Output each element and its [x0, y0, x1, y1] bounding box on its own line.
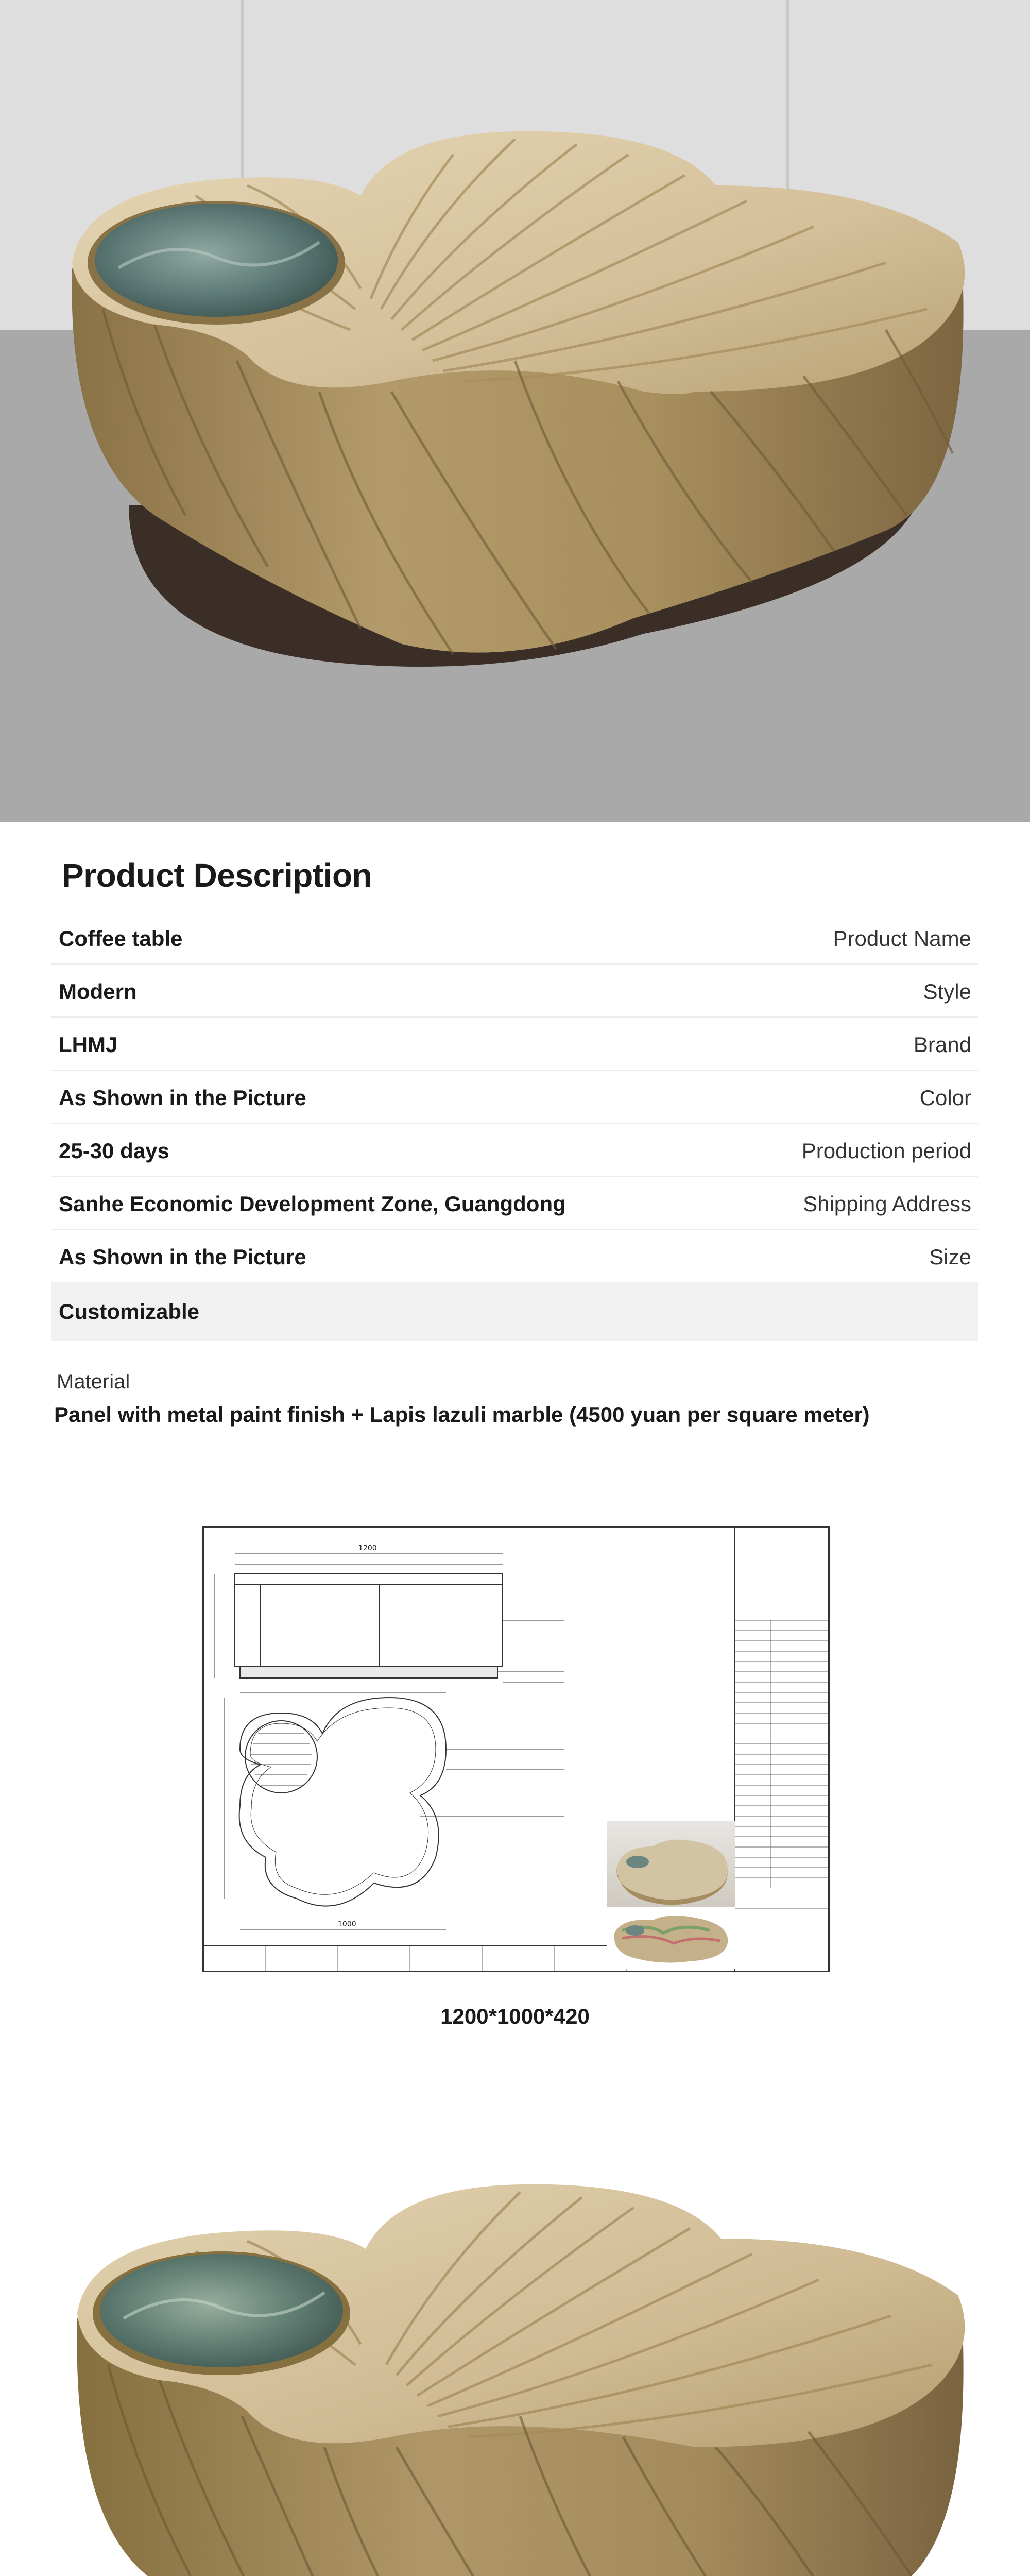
spec-value: Sanhe Economic Development Zone, Guangdong	[59, 1192, 566, 1216]
spec-row-production-period	[52, 1124, 978, 1177]
spec-row-customizable	[52, 1282, 978, 1341]
spec-value: Customizable	[59, 1299, 200, 1324]
spec-row-color	[52, 1071, 978, 1124]
spec-label: Production period	[801, 1139, 971, 1163]
coffee-table-photo-illustration	[0, 0, 1030, 822]
spec-table	[52, 912, 978, 1341]
spec-row-size	[52, 1230, 978, 1282]
hero-product-photo	[0, 0, 1030, 822]
spec-row-shipping-address	[52, 1177, 978, 1230]
spec-row-style	[52, 965, 978, 1018]
spec-value: Coffee table	[59, 926, 183, 951]
dim-bottom-text: 1000	[338, 1920, 356, 1928]
spec-label: Shipping Address	[803, 1192, 971, 1216]
spec-label: Brand	[913, 1032, 971, 1057]
spec-value: LHMJ	[59, 1032, 118, 1057]
spec-value: As Shown in the Picture	[59, 1245, 306, 1269]
material-value: Panel with metal paint finish + Lapis lazuli marble (4500 yuan per square meter)	[54, 1402, 870, 1427]
spec-value: Modern	[59, 979, 137, 1004]
spec-value: As Shown in the Picture	[59, 1086, 306, 1110]
section-title: Product Description	[62, 857, 372, 894]
material-label: Material	[57, 1370, 130, 1393]
spec-row-product-name	[52, 912, 978, 965]
spec-label: Product Name	[833, 926, 971, 951]
dimension-caption: 1200*1000*420	[440, 2004, 590, 2028]
spec-label: Color	[919, 1086, 971, 1110]
spec-label: Style	[923, 979, 971, 1004]
coffee-table-render-illustration	[0, 2138, 1030, 2576]
spec-label: Size	[929, 1245, 971, 1269]
product-render	[0, 2138, 1030, 2576]
spec-value: 25-30 days	[59, 1139, 169, 1163]
drawing-render-thumbnail	[607, 1907, 735, 1969]
thumbnail-render-icon	[607, 1907, 735, 1969]
spec-row-brand	[52, 1018, 978, 1071]
technical-drawing	[202, 1526, 830, 1972]
dim-top-text: 1200	[358, 1544, 377, 1552]
